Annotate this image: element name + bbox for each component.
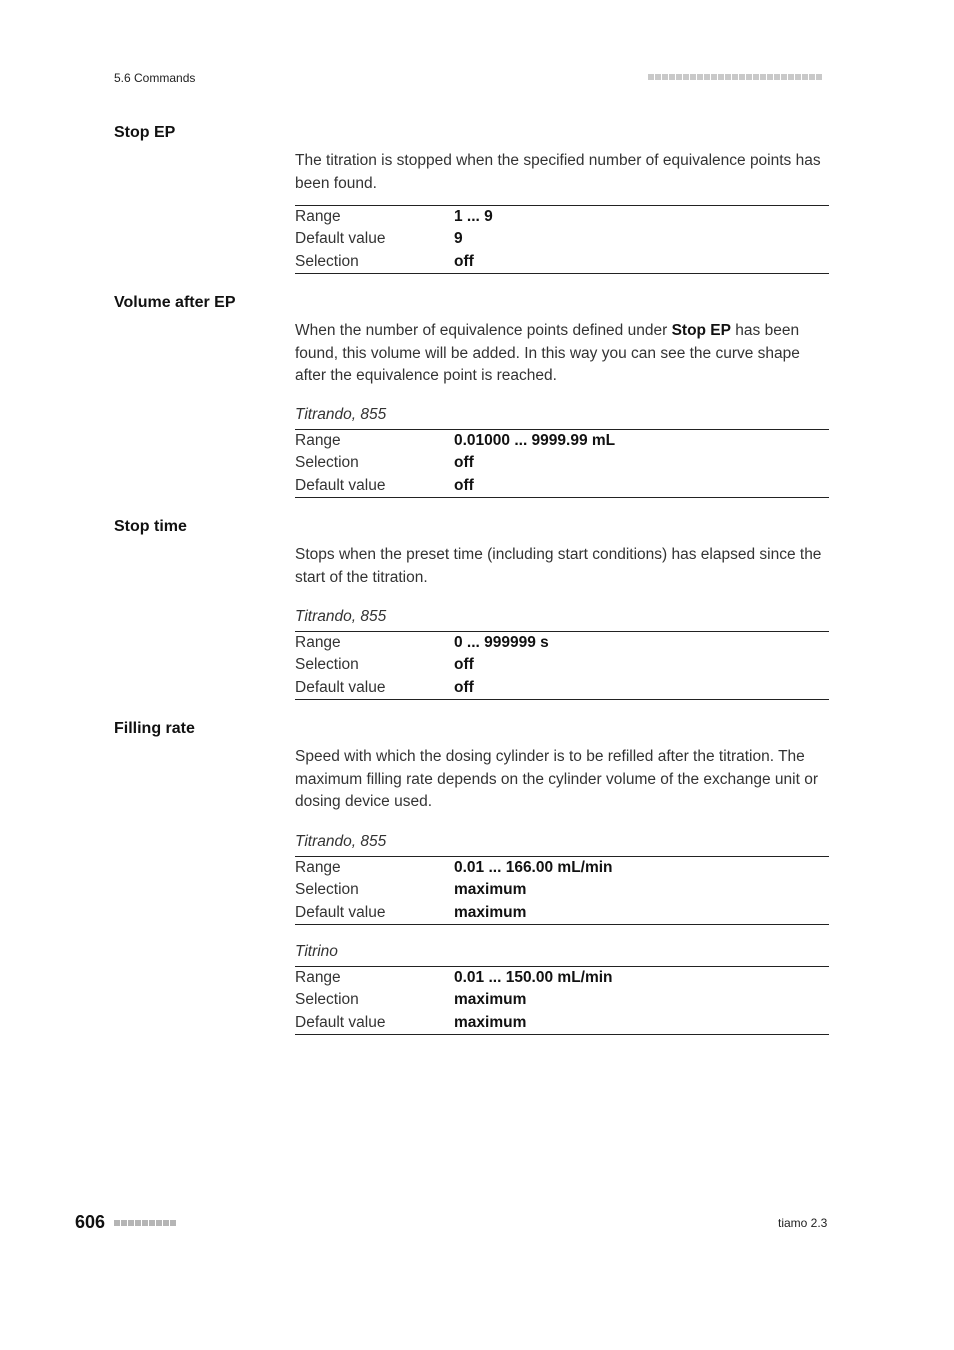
param-value: 9 [454,230,463,248]
param-value: maximum [454,903,527,921]
heading-volume-after-ep: Volume after EP [114,294,236,311]
heading-filling-rate: Filling rate [114,720,195,737]
table-row [295,452,829,474]
table-caption: Titrino [295,943,338,960]
filling-rate-description: Speed with which the dosing cylinder is to be refilled after the titration. The maximum filling rate depends on the cylinder volume of the exchange unit or dosing device used. [295,748,818,810]
table-caption: Titrando, 855 [295,406,387,423]
table-caption: Titrando, 855 [295,608,387,625]
heading-stop-time: Stop time [114,518,187,535]
param-key: Default value [295,678,386,696]
table-caption: Titrando, 855 [295,833,387,850]
table-row [295,967,829,989]
param-value: maximum [454,881,527,899]
table-row [295,430,829,452]
page-number: 606 [75,1212,106,1232]
param-value: off [454,476,474,494]
param-value: off [454,656,474,674]
volume-after-ep-parameter-table [295,429,829,498]
param-key: Selection [295,991,359,1009]
table-row [295,475,829,497]
param-value: 0.01000 ... 9999.99 mL [454,432,616,450]
table-row [295,251,829,273]
footer-decoration [114,1220,176,1226]
param-value: off [454,252,474,270]
table-row [295,654,829,676]
volume-after-ep-description: When the number of equivalence points defined under Stop EP has been found, this volume will be added. In this way you can see the curve shape after the equivalence point is reached. [295,322,800,384]
stop-ep-description: The titration is stopped when the specified number of equivalence points has been found. [295,152,821,192]
stop-ep-parameter-table [295,205,829,274]
table-row [295,857,829,879]
reference-stop-ep: Stop EP [671,322,731,339]
param-key: Selection [295,881,359,899]
filling-rate-titrando-table [295,856,829,925]
param-key: Default value [295,1013,386,1031]
param-key: Selection [295,454,359,472]
param-value: 1 ... 9 [454,208,493,226]
stop-time-parameter-table [295,631,829,700]
param-key: Range [295,634,341,652]
param-key: Default value [295,230,386,248]
table-row [295,879,829,901]
heading-stop-ep: Stop EP [114,124,176,141]
table-row [295,1012,829,1034]
product-name: tiamo 2.3 [778,1216,828,1230]
header-decoration [648,74,822,80]
table-row [295,677,829,699]
param-key: Selection [295,252,359,270]
param-value: maximum [454,1013,527,1031]
param-value: 0.01 ... 166.00 mL/min [454,859,613,877]
table-row [295,206,829,228]
param-key: Default value [295,476,386,494]
param-value: 0 ... 999999 s [454,634,549,652]
param-key: Range [295,432,341,450]
table-row [295,902,829,924]
param-key: Range [295,208,341,226]
param-value: off [454,454,474,472]
param-key: Range [295,969,341,987]
filling-rate-titrino-table [295,966,829,1035]
table-row [295,632,829,654]
param-value: maximum [454,991,527,1009]
param-key: Range [295,859,341,877]
running-header-section: 5.6 Commands [114,71,196,85]
param-key: Default value [295,903,386,921]
table-row [295,228,829,250]
param-key: Selection [295,656,359,674]
table-row [295,989,829,1011]
param-value: off [454,678,474,696]
param-value: 0.01 ... 150.00 mL/min [454,969,613,987]
stop-time-description: Stops when the preset time (including start conditions) has elapsed since the start of the titration. [295,546,822,586]
